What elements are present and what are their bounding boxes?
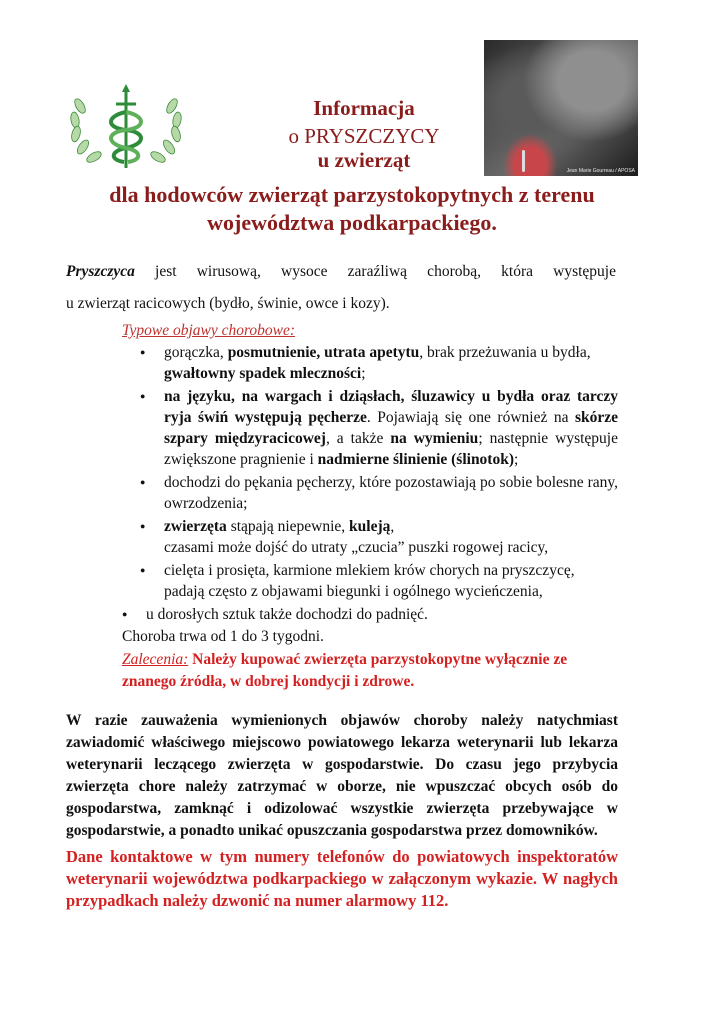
recommendation bbox=[122, 649, 618, 693]
symptom-item bbox=[164, 516, 618, 558]
title-line-1: Informacja bbox=[313, 96, 415, 120]
bold-text: skórze szpary międzyracicowej bbox=[164, 409, 618, 447]
text: , bbox=[390, 518, 395, 535]
text: , a także bbox=[325, 430, 391, 447]
intro-line-1 bbox=[66, 256, 616, 288]
bold-text: kuleją bbox=[349, 518, 391, 535]
text: stąpają niepewnie, bbox=[226, 518, 350, 535]
bold-text: posmutnienie, utrata apetytu bbox=[227, 344, 420, 361]
bold-text: gwałtowny spadek mleczności bbox=[164, 365, 362, 382]
text: . Pojawiają się one również na bbox=[366, 409, 575, 426]
symptom-item bbox=[164, 386, 618, 470]
disease-name: Pryszczyca bbox=[66, 263, 135, 280]
disease-duration: Choroba trwa od 1 do 3 tygodni. bbox=[122, 628, 324, 645]
title-line-3: u zwierząt bbox=[317, 148, 411, 172]
symptom-item: ● dochodzi do pękania pęcherzy, które pozostawiają po sobie bolesne rany, owrzodzenia; bbox=[164, 472, 618, 514]
symptom-item: ● cielęta i prosięta, karmione mlekiem krów chorych na pryszczycę, padają często z objawami biegunki i ogólnego wycieńczenia, bbox=[164, 560, 618, 602]
symptoms-heading: Typowe objawy chorobowe: bbox=[122, 322, 296, 339]
text: czasami może dojść do utraty „czucia” puszki rogowej racicy, bbox=[164, 539, 549, 556]
title-line-2: o PRYSZCZYCY bbox=[288, 124, 440, 148]
intro-text: jest wirusową, wysoce zaraźliwą chorobą, która występuje bbox=[134, 263, 616, 280]
recommendation-text: Należy kupować zwierzęta parzystokopytne wyłącznie ze znanego źródła, w dobrej kondycji i zdrowe. bbox=[122, 651, 568, 690]
bold-text: na języku, na wargach i dziąsłach, śluzawicy u bydła oraz tarczy ryja świń występują pęcherze bbox=[164, 388, 618, 426]
text: ; bbox=[361, 365, 366, 382]
bold-text: na wymieniu bbox=[390, 430, 479, 447]
bold-text: nadmierne ślinienie (ślinotok) bbox=[317, 451, 515, 468]
symptom-item: ● u dorosłych sztuk także dochodzi do padnięć. bbox=[146, 604, 618, 625]
text: ; następnie występuje zwiększone pragnienie i bbox=[164, 430, 618, 468]
contact-paragraph: Dane kontaktowe w tym numery telefonów do powiatowych inspektoratów weterynarii województwa podkarpackiego w załączonym wykazie. W nagłych przypadkach należy dzwonić na numer alarmowy 112. bbox=[66, 847, 618, 910]
intro-line-2: u zwierząt racicowych (bydło, świnie, owce i kozy). bbox=[66, 295, 390, 312]
intro-paragraph bbox=[66, 256, 616, 320]
text: , brak przeżuwania u bydła, bbox=[419, 344, 591, 361]
symptom-item bbox=[164, 342, 618, 384]
subtitle-line-1: dla hodowców zwierząt parzystokopytnych z terenu bbox=[109, 182, 595, 207]
recommendation-label: Zalecenia: bbox=[122, 651, 189, 668]
photo-credit: Jean Marie Gourreau / APOSA bbox=[566, 168, 635, 174]
text: gorączka, bbox=[164, 344, 228, 361]
text: ; bbox=[514, 451, 519, 468]
bold-text: zwierzęta bbox=[164, 518, 227, 535]
symptoms-section bbox=[122, 320, 618, 648]
subtitle-line-2: województwa podkarpackiego. bbox=[207, 210, 497, 235]
warning-paragraph: W razie zauważenia wymienionych objawów choroby należy natychmiast zawiadomić właściwego miejscowo powiatowego lekarza weterynarii lub lekarza weterynarii leczącego zwierzęta w gospodarstwie. Do czasu jego przybycia zwierzęta chore należy zatrzymać w oborze, nie wpuszczać obcych osób do gospodarstwa, zamknąć i odizolować wszystkie zwierzęta przebywające w gospodarstwie, a ponadto unikać opuszczania gospodarstwa przez domowników. bbox=[66, 712, 618, 839]
symptoms-list bbox=[122, 342, 618, 625]
